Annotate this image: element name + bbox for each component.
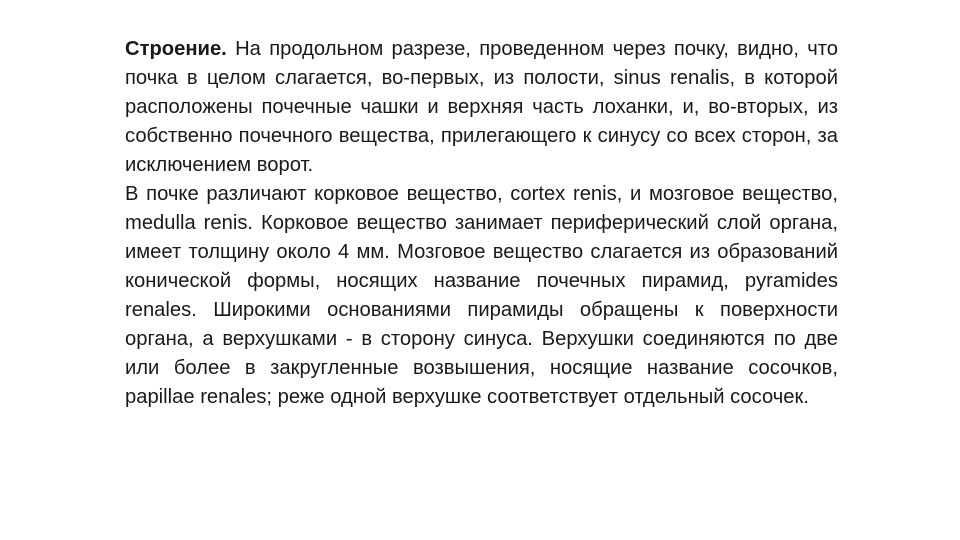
paragraph-structure	[125, 35, 838, 180]
paragraph-cortex-medulla: В почке различают корковое вещество, cortex renis, и мозговое вещество, medulla renis. Корковое вещество занимает периферический слой органа, имеет толщину около 4 мм. Мозговое вещество слагается из образований конической формы, носящих название почечных пирамид, pyramides renales. Широкими основаниями пирамиды обращены к поверхности органа, а верхушками - в сторону синуса. Верхушки соединяются по две или более в закругленные возвышения, носящие название сосочков, papillae renales; реже одной верхушке соответствует отдельный сосочек.	[125, 183, 838, 408]
body-text	[125, 35, 838, 412]
paragraph-1-text: На продольном разрезе, проведенном через почку, видно, что почка в целом слагается, во-первых, из полости, sinus renalis, в которой расположены почечные чашки и верхняя часть лоханки, и, во-вторых, из собственно почечного вещества, прилегающего к синусу со всех сторон, за исключением ворот.	[125, 38, 838, 176]
section-heading: Строение.	[125, 38, 227, 60]
